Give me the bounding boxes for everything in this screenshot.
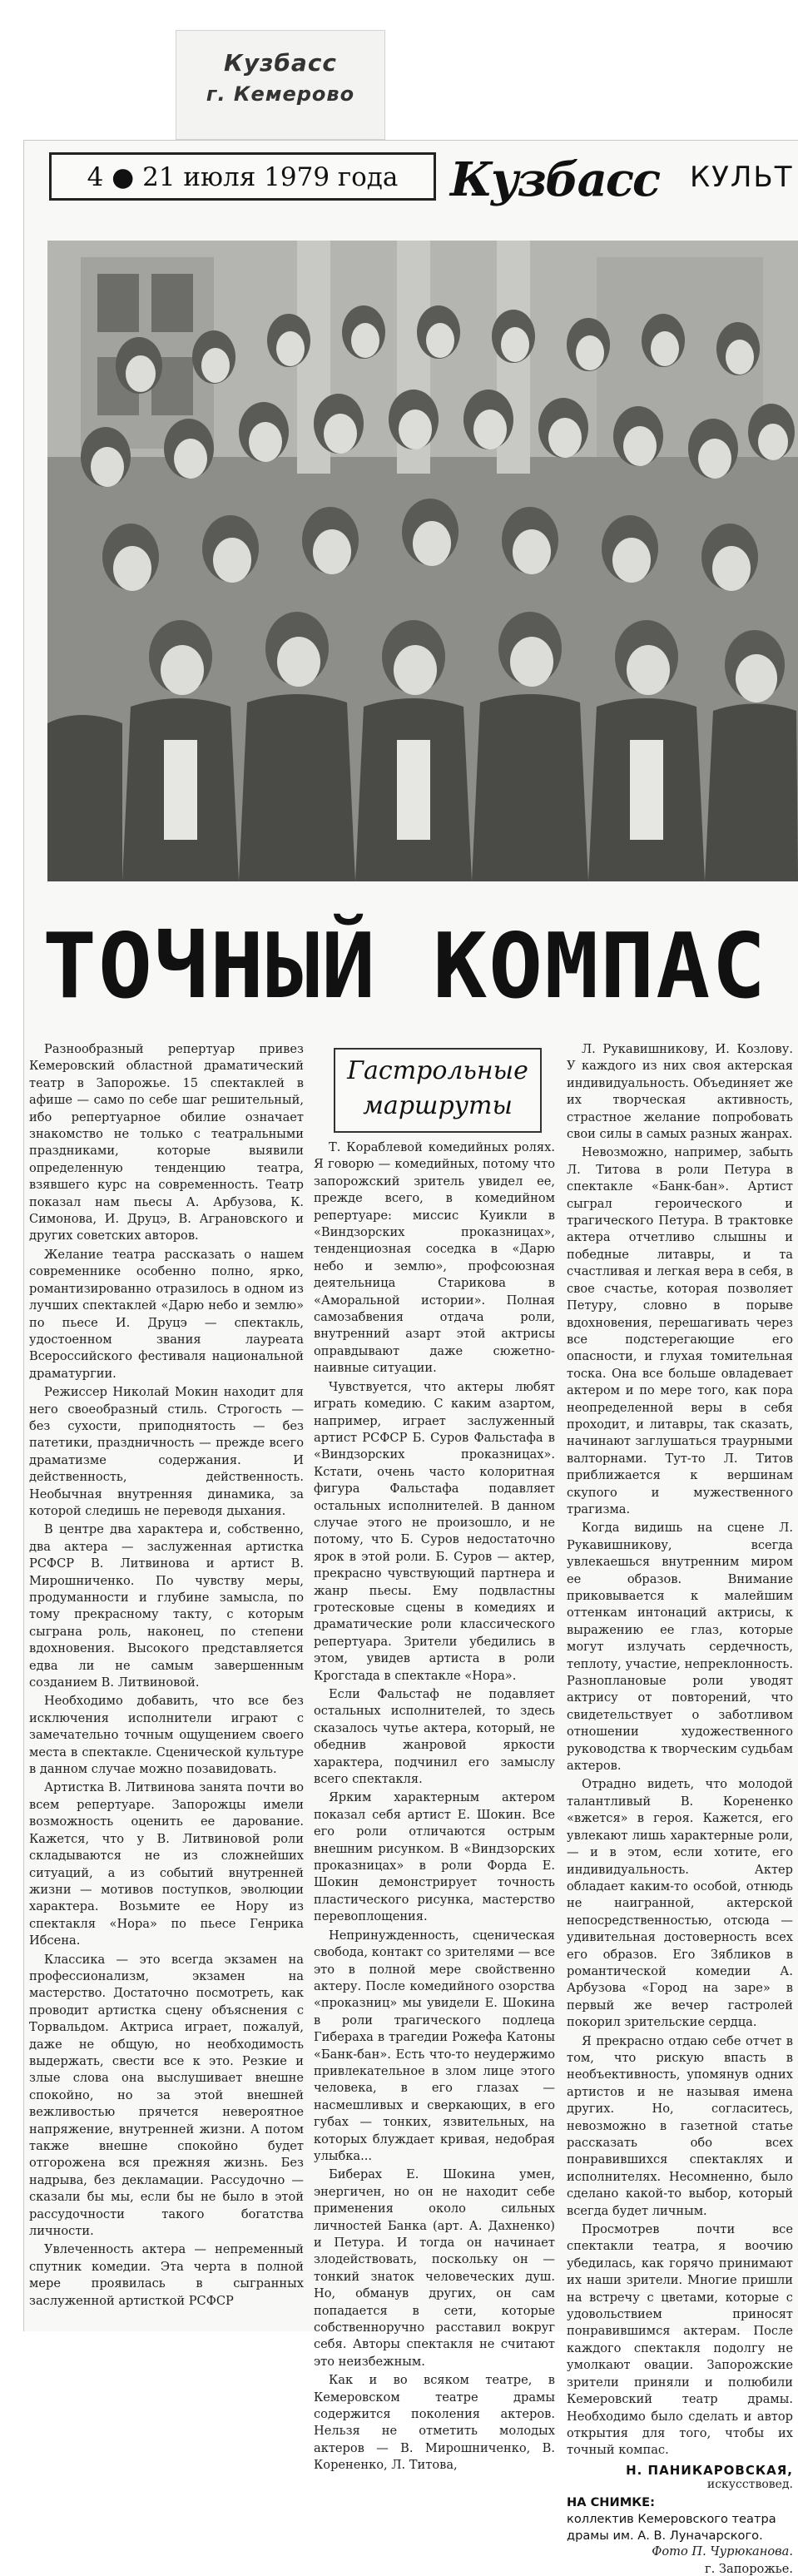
photo-credit: Фото П. Чурюканова.	[652, 2544, 793, 2559]
paragraph: Артистка В. Литвинова занята почти во всем репертуаре. Запорожцы имели возможность оценить ее дарование. Кажется, что у В. Литвиновой роли складываются не из сложнейших ситуаций, а из событий внутренней жизни — мотивов поступков, эволюции характера. Возьмите ее Нору из спектакля «Нора» по пьесе Генрика Ибсена.	[29, 1780, 304, 1948]
paragraph: Разнообразный репертуар привез Кемеровский областной драматический театр в Запорожье. 15 спектаклей в афише — само по себе шаг решительный, ибо репертуарное обилие означает знакомство не только с театральными праздниками, которые выявили определенную тенденцию театра, взявшего курс на современность. Театр показал нам пьесы А. Арбузова, К. Симонова, И. Друцэ, В. Аграновского и других советских авторов.	[29, 1042, 304, 1243]
paragraph: Желание театра рассказать о нашем современнике особенно полно, ярко, романтизированно отразилось в одном из лучших спектаклей «Дарю небо и землю» по пьесе И. Друцэ — спектакль, удостоенном звания лауреата Всероссийского фестиваля национальной драматургии.	[29, 1247, 304, 1381]
paragraph: Невозможно, например, забыть Л. Титова в роли Петура в спектакле «Банк-бан». Артист сыграл героического и трагического Петура. В трактовке актера отчетливо слышны и победные литавры, и та счастливая и легкая вера в себя, в свое счастье, которая позволяет Петуру, словно в порыве вдохновения, перешагивать через все подстерегающие его опасности, и глухая томительная тоска. Она все больше овладевает актером и по мере того, как пора неопределенной веры в себя проходит, и литавры, так сказать, начинают заглушаться траурными валторнами. Тут-то Л. Титов приближается к вершинам скупого и мужественного трагизма.	[567, 1145, 793, 1516]
newspaper-page	[23, 140, 798, 2576]
paragraph: Когда видишь на сцене Л. Рукавишникову, всегда увлекаешься внутренним миром ее образов. Внимание приковывается к малейшим оттенкам интонаций актрисы, к выражению ее глаз, которые могут излучать сердечность, теплоту, участие, непреклонность. Разноплановые роли уводят актрису от повторений, что свидетельствует о заботливом отношении художественного руководства к творческим судьбам актеров.	[567, 1521, 793, 1774]
paragraph: Ярким характерным актером показал себя артист Е. Шокин. Все его роли отличаются острым внешним рисунком. В «Виндзорских проказницах» в роли Форда Е. Шокин демонстрирует точность пластического рисунка, мастерство перевоплощения.	[314, 1790, 555, 1924]
paragraph: Режиссер Николай Мокин находит для него своеобразный стиль. Строгость — без сухости, приподнятость — без патетики, праздничность — прежде всего драматизме содержания. И действенность, действенность. Необычная внутренняя динамика, за которой следишь не переводя дыхания.	[29, 1385, 304, 1518]
article-column-1	[29, 1041, 304, 2330]
paragraph: Если Фальстаф не подавляет остальных исполнителей, то здесь сказалось чутье актера, который, не обеднив жанровой яркости характера, подчинил его замыслу всего спектакля.	[314, 1687, 555, 1787]
rubric-line-2: маршруты	[363, 1091, 513, 1120]
issue-date: 4 ● 21 июля 1979 года	[87, 162, 399, 192]
masthead: Кузбасс	[450, 152, 660, 207]
paragraph: Т. Кораблевой комедийных ролях. Я говорю — комедийных, потому что запорожский зритель увидел ее, прежде всего, в комедийном репертуаре: миссис Куикли в «Виндзорских проказницах», тенденциозная соседка в «Дарю небо и землю», профсоюзная деятельница Старикова в «Аморальной истории». Полная самозабвения отдача роли, внутренний азарт этой актрисы оправдывают даже сюжетно-наивные ситуации.	[314, 1140, 555, 1376]
paragraph: Увлеченность актера — непременный спутник комедии. Эта черта в полной мере проявилась в сыгранных заслуженной артисткой РСФСР	[29, 2242, 304, 2308]
rubric-line-1: Гастрольные	[347, 1056, 528, 1085]
photo-caption-head: НА СНИМКЕ:	[567, 2494, 655, 2509]
stamp-title: Кузбасс	[223, 49, 338, 77]
group-photo-image	[47, 241, 798, 881]
paragraph: Классика — это всегда экзамен на профессионализм, экзамен на мастерство. Достаточно посмотреть, как проводит артистка сцену объяснения с Торвальдом. Актриса играет, пожалуй, даже не общую, но необходимость выдержать, свести все к это. Резкие и злые слова она выслушивает внешне спокойно, но за этой внешней вежливостью прячется невероятное напряжение, внутренней жизни. А потом также внешне спокойно будет отгорожена вся прежняя жизнь. Без надрыва, без декламации. Рассудочно — сказали бы мы, если бы не было в этой рассудочности такого богатства личности.	[29, 1952, 304, 2239]
paragraph: Л. Рукавишникову, И. Козлову. У каждого из них своя актерская индивидуальность. Объединяет же их творческая активность, страстное желание попробовать свои силы в самых разных жанрах.	[567, 1042, 793, 1142]
section-tag: КУЛЬТ	[690, 161, 794, 194]
paragraph: Чувствуется, что актеры любят играть комедию. С каким азартом, например, играет заслуженный артист РСФСР Б. Суров Фальстафа в «Виндзорских проказницах». Кстати, очень часто колоритная фигура Фальстафа подавляет остальных исполнителей. В данном случае этого не произошло, и не потому, что Б. Суров недостаточно ярок в этой роли. Б. Суров — актер, прекрасно чувствующий партнера и жанр пьесы. Ему подвластны гротесковые сцены в комедиях и драматические роли классического репертуара. Зрители убедились в этом, увидев артиста в роли Крогстада в спектакле «Нора».	[314, 1379, 555, 1683]
article-headline: ТОЧНЫЙ КОМПАС	[42, 915, 768, 1019]
paragraph: Просмотрев почти все спектакли театра, я воочию убедилась, как горячо принимают их наши зрители. Многие пришли на встречу с цветами, которые с удовольствием приносят понравившимся актерам. После каждого спектакля подолгу не умолкают овации. Запорожские зрители приняли и полюбили Кемеровский театр драмы. Необходимо было сделать и автор открытия для того, чтобы их точный компас.	[567, 2222, 793, 2458]
paragraph: В центре два характера и, собственно, два актера — заслуженная артистка РСФСР В. Литвинова и артист В. Мирошниченко. По чувству меры, продуманности и глубине замысла, по тому прекрасному такту, с которым сыграна роль, наконец, по степени вдохновения. Высокого представляется едва ли не самым завершенным созданием В. Литвиновой.	[29, 1522, 304, 1690]
article-column-3	[567, 1041, 793, 2576]
group-photo	[47, 241, 798, 881]
photo-caption-body: коллектив Кемеровского театра драмы им. А. В. Луначарского.	[567, 2511, 776, 2543]
issue-date-box	[49, 152, 436, 201]
paragraph: Как и во всяком театре, в Кемеровском театре драмы содержится поколения актеров. Нельзя не отметить молодых актеров — В. Мирошниченко, В. Корененко, Л. Титова,	[314, 2373, 555, 2473]
paragraph: Отрадно видеть, что молодой талантливый В. Корененко «вжется» в героя. Кажется, его увлекают лишь характерные роли, — и в этом, если хотите, его индивидуальность. Актер обладает каким-то особой, отнюдь не наигранной, актерской непосредственностью, отсюда — удивительная достоверность всех его образов. Его Зябликов в романтической комедии А. Арбузова «Город на заре» в первый же вечер гастролей покорил зрительские сердца.	[567, 1777, 793, 2030]
paragraph: Я прекрасно отдаю себе отчет в том, что рискую впасть в необъективность, упомянув одних артистов и не называя имена других. Но, согласитесь, невозможно в газетной статье рассказать обо всех понравившихся спектаклях и исполнителях. Несомненно, было сделано какой-то выбор, который всегда будет личным.	[567, 2033, 793, 2218]
rubric-box	[334, 1048, 542, 1133]
paragraph: Необходимо добавить, что все без исключения исполнители играют с замечательно точным ощущением своего места в спектакле. Сценической культуре в данном случае можно позавидовать.	[29, 1694, 304, 1777]
author-signature: Н. ПАНИКАРОВСКАЯ,	[626, 2462, 793, 2478]
paragraph: Биберах Е. Шокина умен, энергичен, но он не находит себе применения около сильных личностей Банка (арт. А. Дахненко) и Петура. И тогда он начинает злодействовать, поскольку он — тонкий знаток человеческих душ. Но, обманув других, он сам попадается в сети, которые собственноручно расставил вокруг себя. Авторы спектакля не считают это неизбежным.	[314, 2167, 555, 2369]
author-role: искусствовед.	[706, 2477, 793, 2491]
article-column-2	[314, 1139, 555, 2473]
dateline: г. Запорожье.	[704, 2561, 793, 2576]
stamp-city: г. Кемерово	[206, 82, 355, 106]
clipping-stamp	[176, 30, 385, 140]
newspaper-header	[24, 141, 798, 224]
paragraph: Непринужденность, сценическая свобода, контакт со зрителями — все это в полной мере свойственно актеру. После комедийного озорства «проказниц» мы увидели Е. Шокина в роли трагического подлеца Гибераха в трагедии Рожефа Катоны «Банк-бан». Есть что-то неудержимо привлекательное в злом лице этого человека, в его глазах — насмешливых и сверкающих, в его губах — тонких, язвительных, на которых блуждает кривая, недобрая улыбка...	[314, 1928, 555, 2163]
